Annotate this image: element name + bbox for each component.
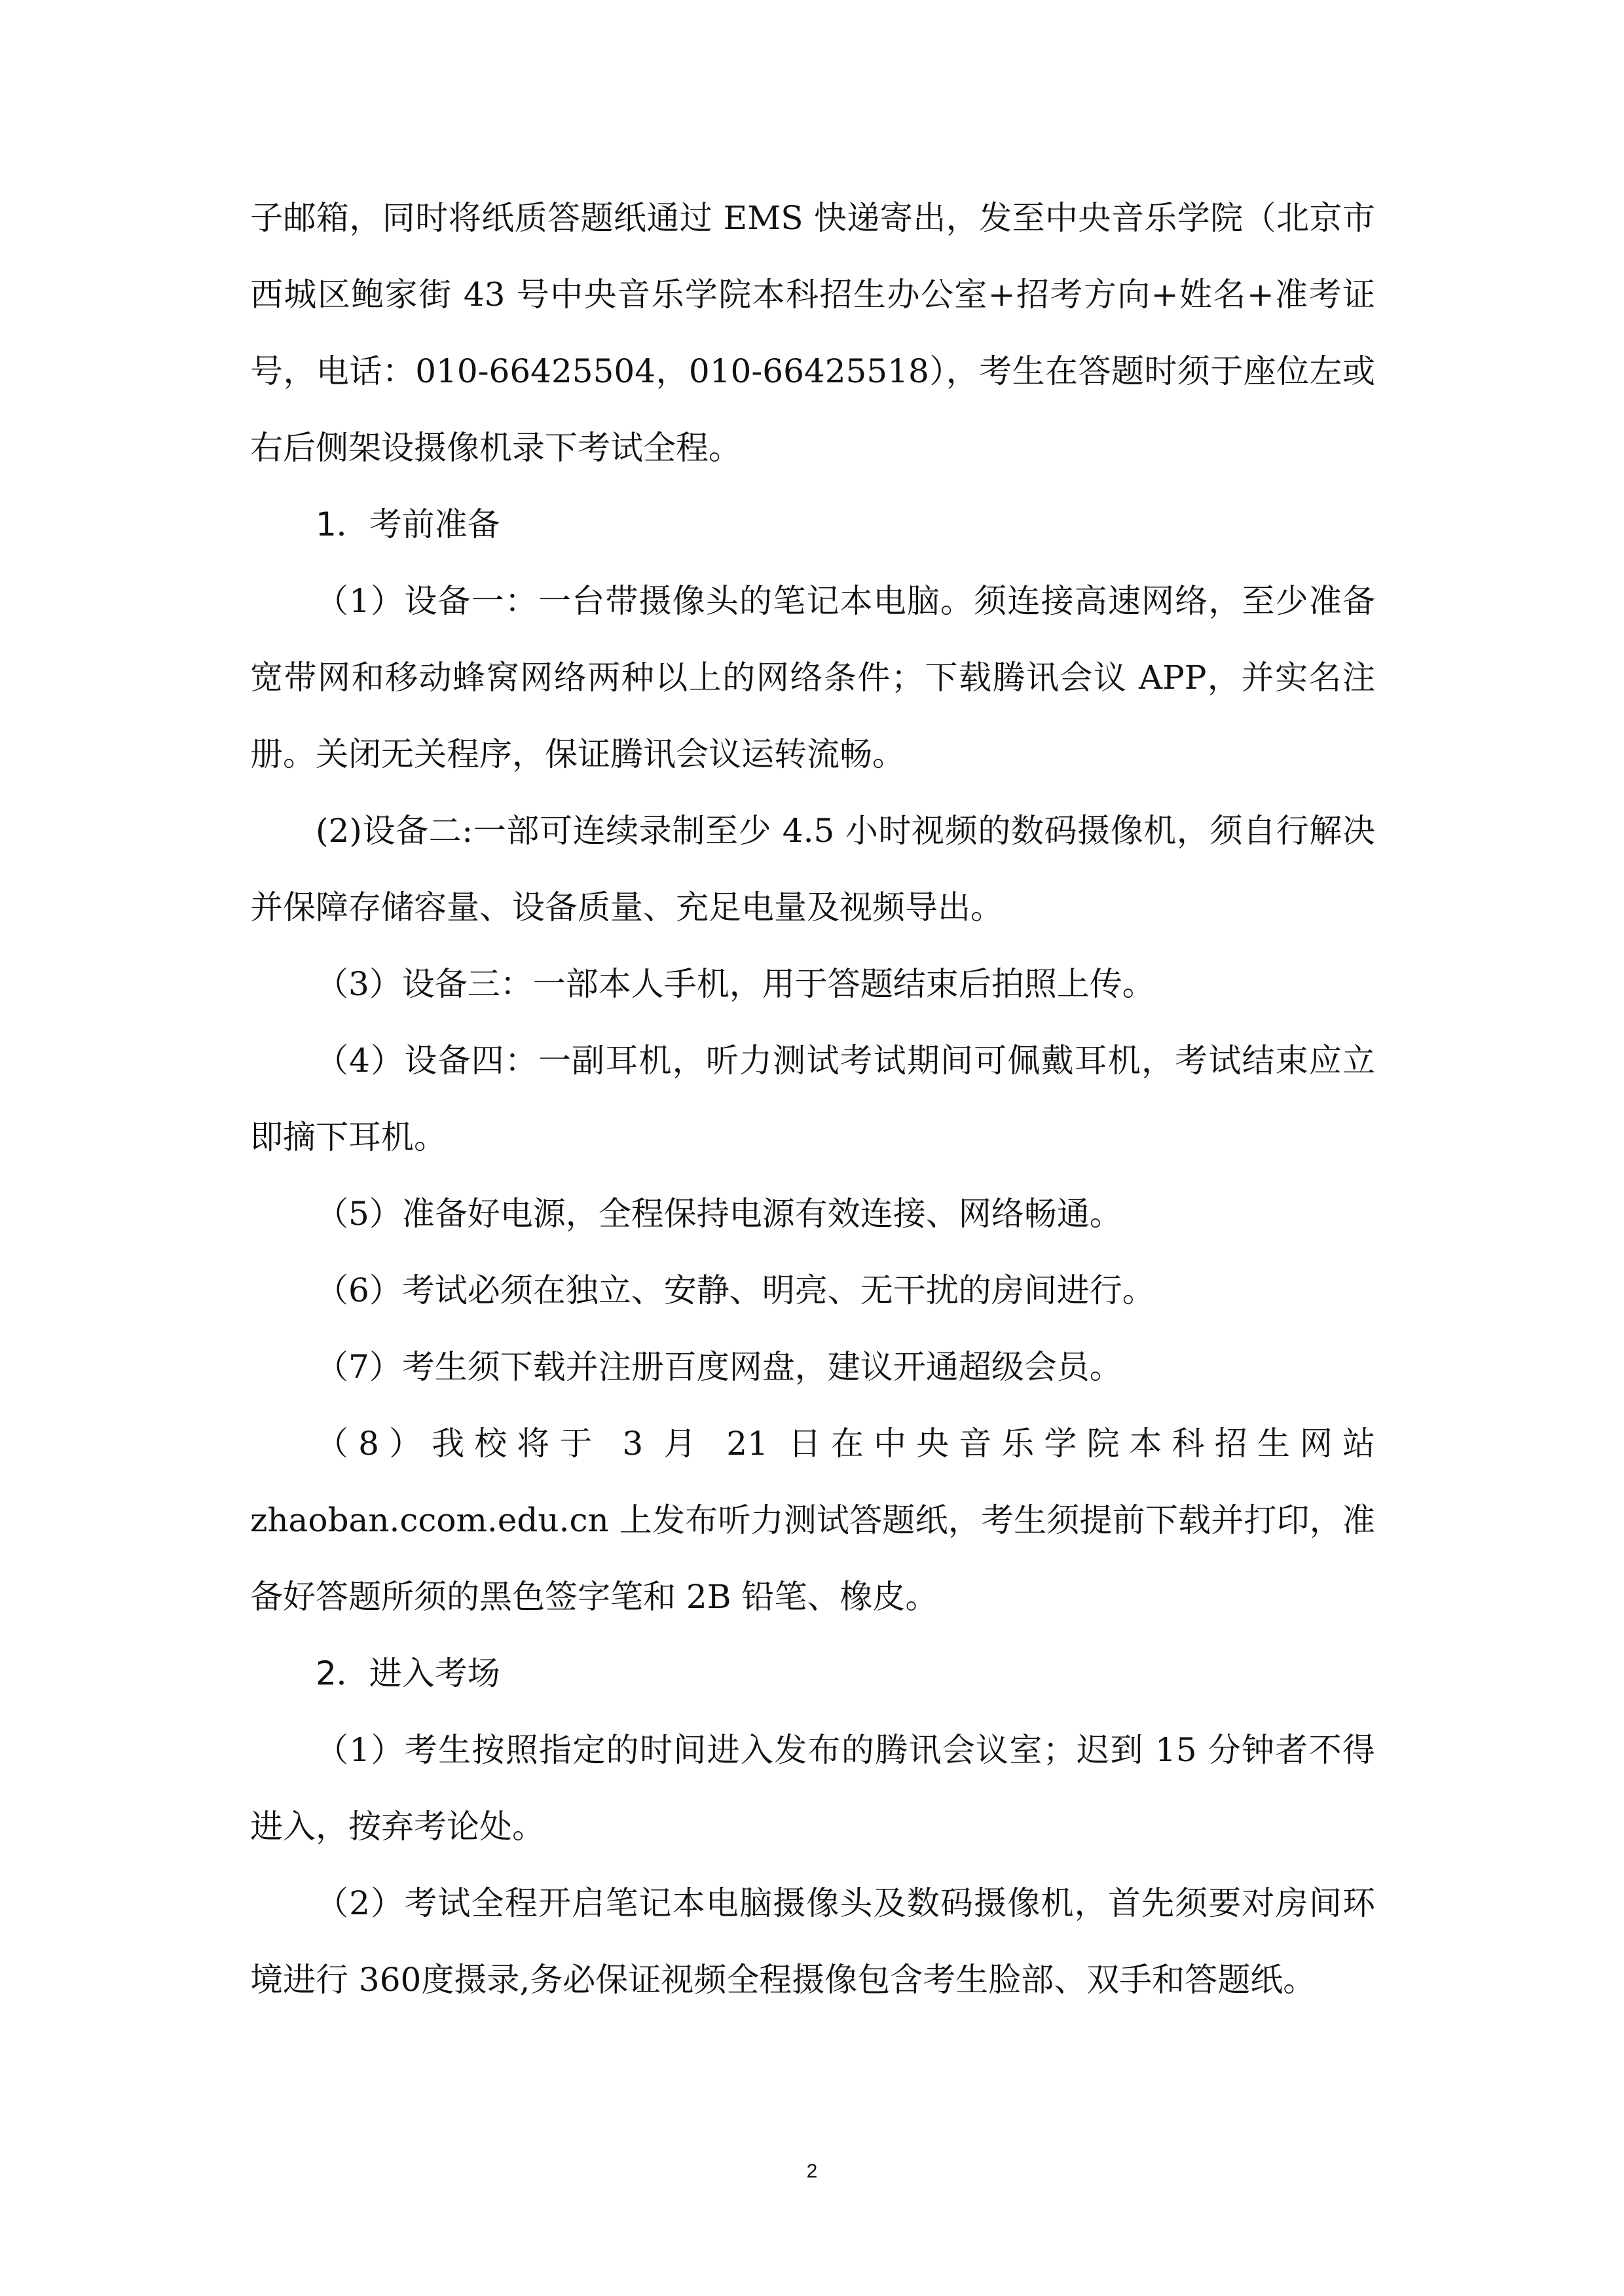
paragraph-device-four: （4）设备四：一副耳机，听力测试考试期间可佩戴耳机，考试结束应立即摘下耳机。 — [250, 1042, 1375, 1156]
paragraph-exam-room: （6）考试必须在独立、安静、明亮、无干扰的房间进行。 — [316, 1271, 1155, 1309]
paragraph-enter-meeting: （1）考生按照指定的时间进入发布的腾讯会议室；迟到 15 分钟者不得进入，按弃考论处。 — [250, 1731, 1375, 1846]
section-heading-exam-preparation: 1．考前准备 — [316, 505, 500, 543]
paragraph-intro: 子邮箱，同时将纸质答题纸通过 EMS 快递寄出，发至中央音乐学院（北京市西城区鲍家街 43 号中央音乐学院本科招生办公室+招考方向+姓名+准考证号，电话：010-66425504，010-66425518），考生在答题时须于座位左或右后侧架设摄像机录下考试全程。 — [250, 199, 1375, 467]
paragraph-power-supply: （5）准备好电源，全程保持电源有效连接、网络畅通。 — [316, 1195, 1122, 1233]
section-heading-enter-exam: 2．进入考场 — [316, 1654, 500, 1692]
page-number: 2 — [806, 2160, 818, 2182]
paragraph-device-three: （3）设备三：一部本人手机，用于答题结束后拍照上传。 — [316, 965, 1155, 1003]
paragraph-device-one: （1）设备一：一台带摄像头的笔记本电脑。须连接高速网络，至少准备宽带网和移动蜂窝网络两种以上的网络条件；下载腾讯会议 APP，并实名注册。关闭无关程序，保证腾讯会议运转流畅。 — [250, 582, 1375, 773]
paragraph-answer-sheet: （8）我校将于 3 月 21 日在中央音乐学院本科招生网站 zhaoban.ccom.edu.cn 上发布听力测试答题纸，考生须提前下载并打印，准备好答题所须的黑色签字笔和 2B 铅笔、橡皮。 — [250, 1425, 1375, 1616]
document-body — [250, 180, 1375, 2018]
paragraph-baidu-netdisk: （7）考生须下载并注册百度网盘，建议开通超级会员。 — [316, 1348, 1122, 1386]
paragraph-device-two: (2)设备二:一部可连续录制至少 4.5 小时视频的数码摄像机，须自行解决并保障存储容量、设备质量、充足电量及视频导出。 — [250, 812, 1375, 926]
paragraph-camera-recording: （2）考试全程开启笔记本电脑摄像头及数码摄像机，首先须要对房间环境进行 360度摄录,务必保证视频全程摄像包含考生脸部、双手和答题纸。 — [250, 1884, 1375, 1999]
